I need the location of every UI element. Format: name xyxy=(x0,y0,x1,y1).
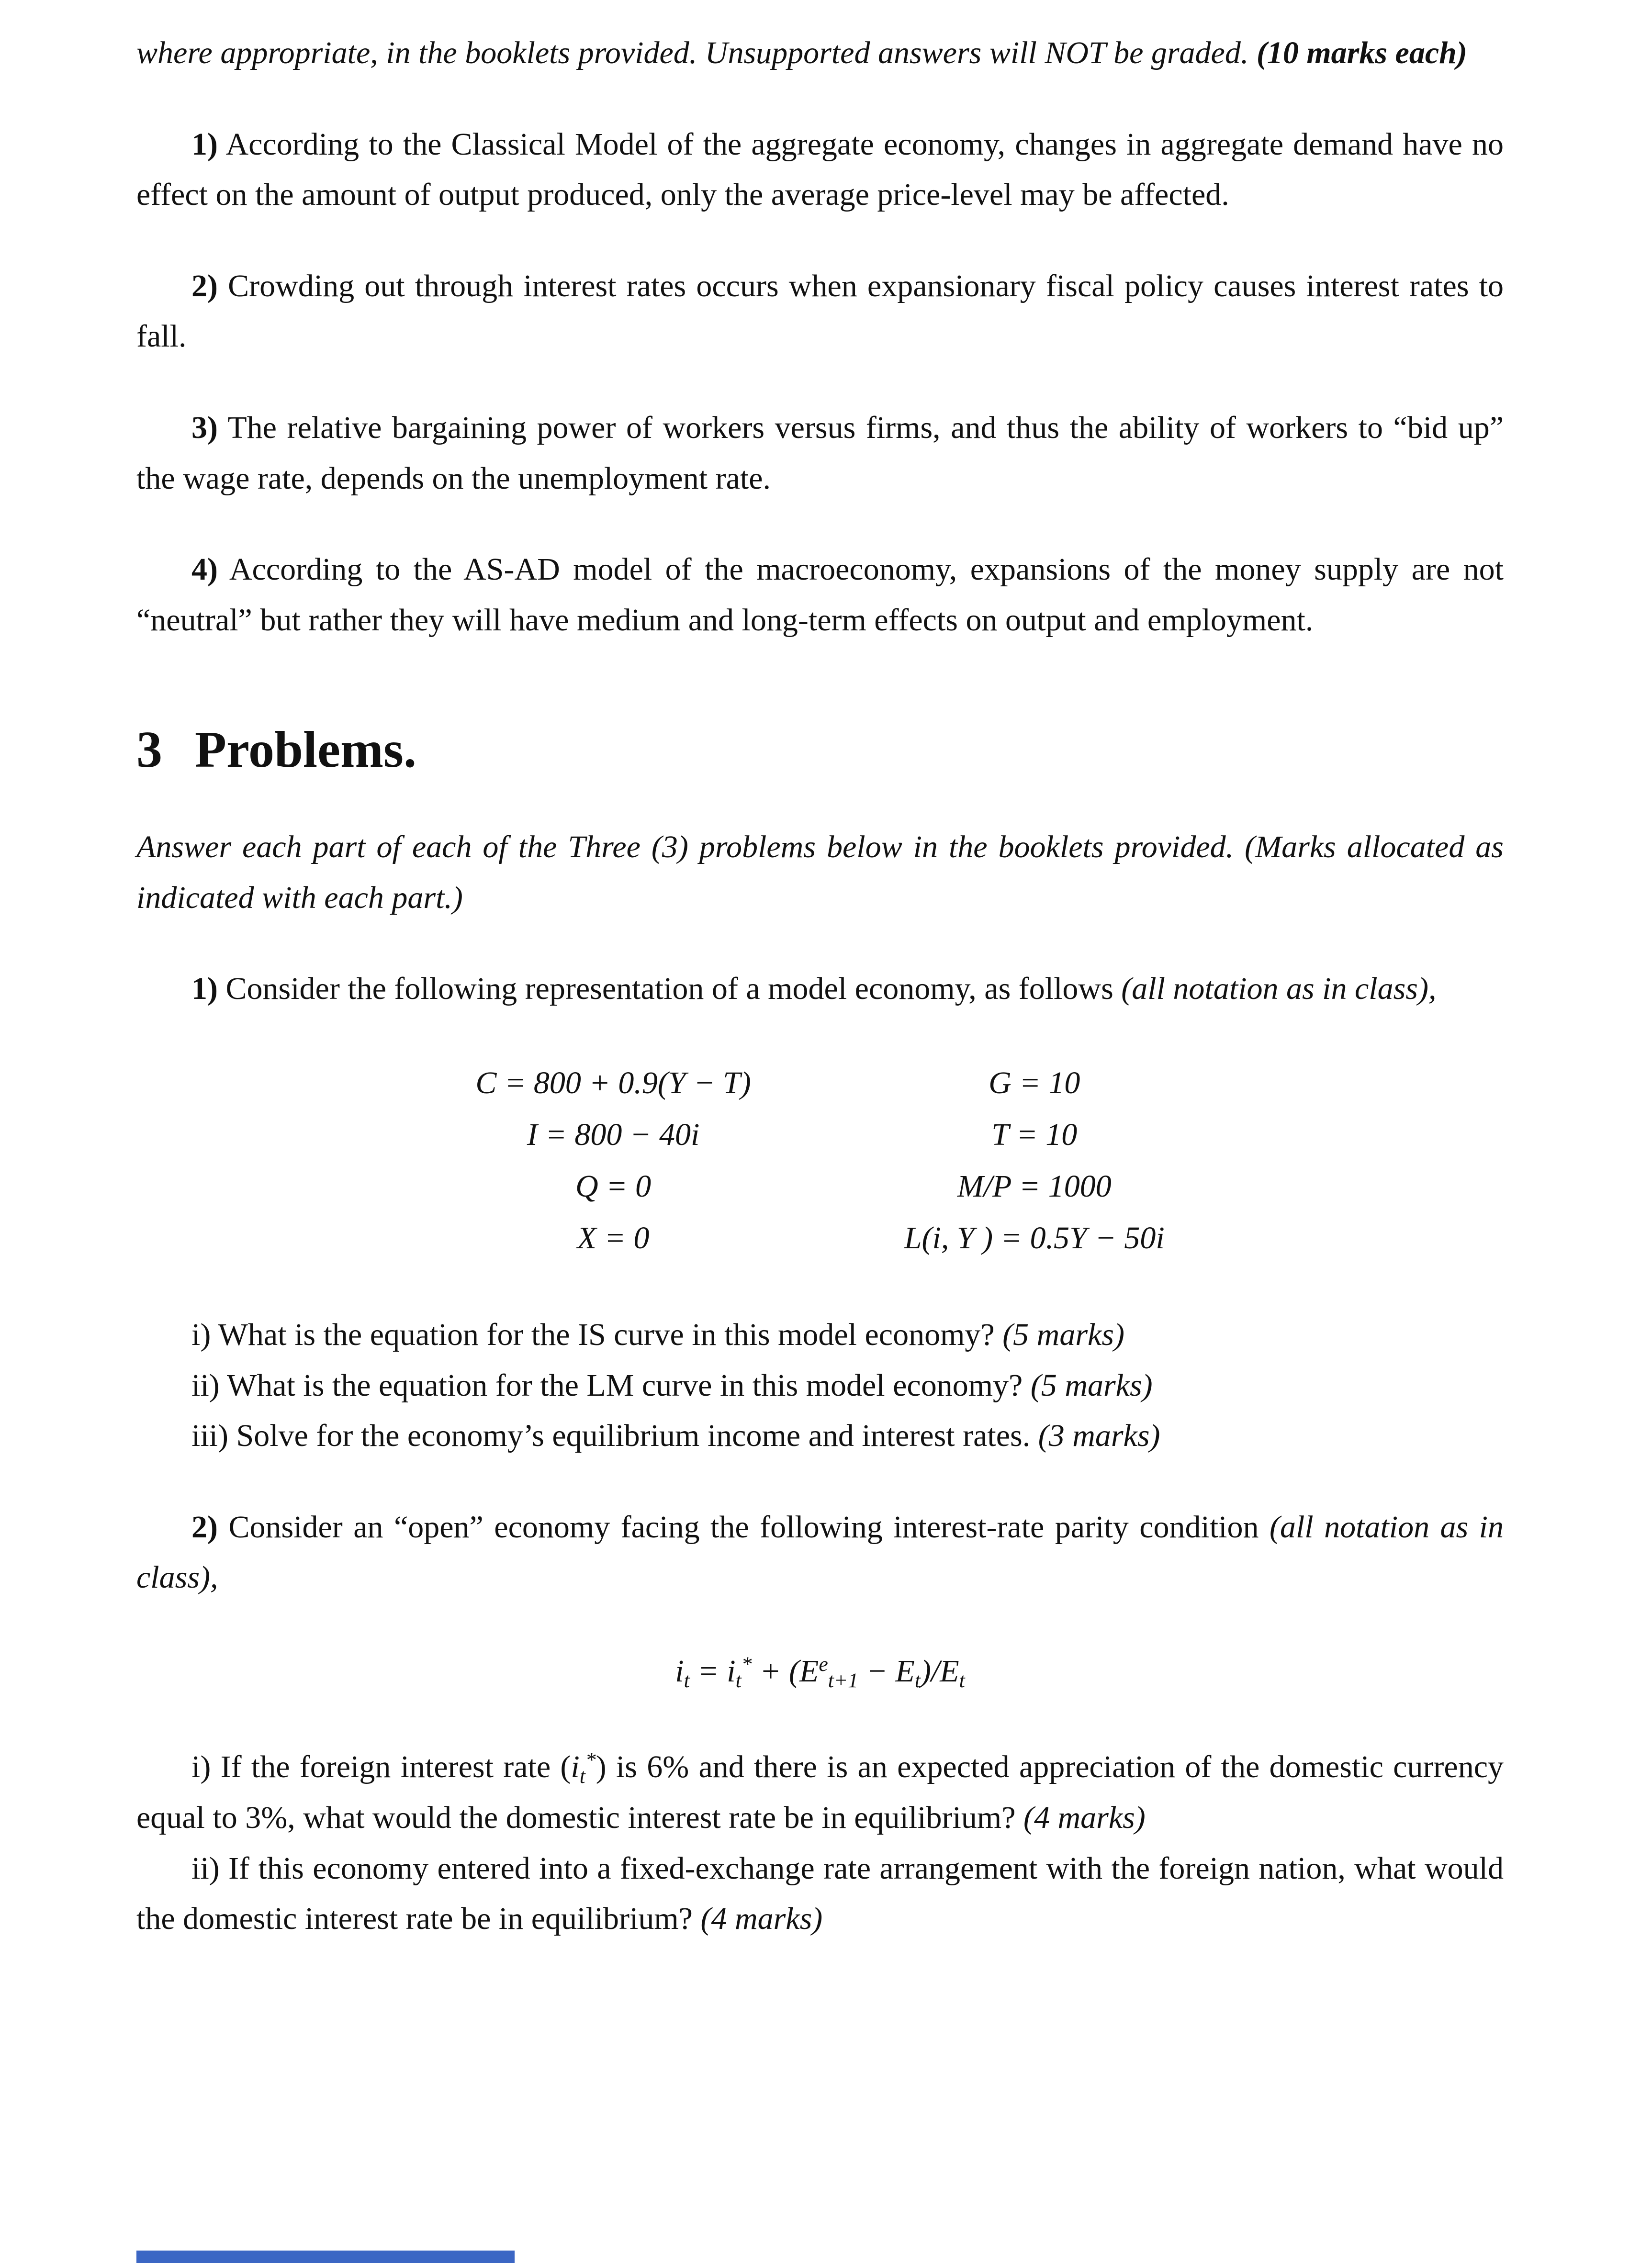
tf-item-3-number: 3) xyxy=(191,410,218,445)
problem-1-subquestion-i xyxy=(136,1310,1504,1360)
problem-1-lead: Consider the following representation of a model economy, as follows xyxy=(225,971,1113,1007)
subq-ii-text: What is the equation for the LM curve in this model economy? xyxy=(226,1367,1023,1403)
equation-x: X = 0 xyxy=(577,1220,650,1255)
subq-i-marks: (5 marks) xyxy=(1002,1317,1124,1352)
subq-iii-label: iii) xyxy=(191,1418,228,1454)
subq-i-text: What is the equation for the IS curve in this model economy? xyxy=(218,1317,995,1352)
equation-column-left xyxy=(475,1057,751,1264)
tf-item-4-text: According to the AS-AD model of the macroeconomy, expansions of the money supply are not “neutral” but rather they will have medium and long-term effects on output and employment. xyxy=(136,552,1504,638)
tf-item-4-number: 4) xyxy=(191,552,218,587)
model-equation-block xyxy=(136,1057,1504,1264)
subq-iii-text: Solve for the economy’s equilibrium income and interest rates. xyxy=(236,1418,1031,1454)
continuation-text: where appropriate, in the booklets provided. Unsupported answers will NOT be graded. xyxy=(136,35,1249,70)
p2-subq-i-post: ) is 6% and there is an expected appreciation of the domestic currency equal to 3%, what would the domestic interest rate be in equilibrium? xyxy=(136,1749,1504,1836)
problem-1-subquestion-iii xyxy=(136,1411,1504,1461)
parity-expected-exchange: E xyxy=(799,1653,819,1689)
parity-current-exchange: E xyxy=(895,1653,915,1689)
p2-subq-ii-text: If this economy entered into a fixed-exchange rate arrangement with the foreign nation, what would the domestic interest rate be in equilibrium? xyxy=(136,1850,1504,1937)
parity-i-domestic: i xyxy=(675,1653,684,1689)
parity-i-foreign: i xyxy=(727,1653,736,1689)
problem-1-lead-italic: (all notation as in class), xyxy=(1121,971,1437,1007)
equation-government: G = 10 xyxy=(989,1065,1080,1100)
partial-blue-bar xyxy=(136,2251,515,2263)
problem-2-lead: Consider an “open” economy facing the following interest-rate parity condition xyxy=(228,1509,1259,1545)
tf-item-2-number: 2) xyxy=(191,268,218,303)
section-title: Problems. xyxy=(195,721,416,779)
p2-subq-i-pre: If the foreign interest rate ( xyxy=(220,1749,571,1785)
section-heading xyxy=(136,722,1504,779)
problem-2-subquestion-i xyxy=(136,1742,1504,1843)
p2-subq-i-marks: (4 marks) xyxy=(1023,1800,1146,1836)
equation-taxes: T = 10 xyxy=(991,1117,1078,1152)
problem-1-number: 1) xyxy=(191,971,218,1007)
marks-each-note: (10 marks each) xyxy=(1256,35,1467,70)
subq-ii-marks: (5 marks) xyxy=(1030,1367,1153,1403)
problem-1-statement xyxy=(136,963,1504,1014)
continuation-paragraph xyxy=(136,28,1504,78)
equation-consumption: C = 800 + 0.9(Y − T) xyxy=(475,1065,751,1100)
tf-item-1-text: According to the Classical Model of the aggregate economy, changes in aggregate demand have no effect on the amount of output produced, only the average price-level may be affected. xyxy=(136,126,1504,213)
equation-real-money: M/P = 1000 xyxy=(957,1168,1112,1204)
subq-i-label: i) xyxy=(191,1317,211,1352)
subq-ii-label: ii) xyxy=(191,1367,220,1403)
section-number: 3 xyxy=(136,721,162,779)
equation-q: Q = 0 xyxy=(575,1168,652,1204)
equation-column-right xyxy=(904,1057,1165,1264)
problem-1-subquestion-ii xyxy=(136,1360,1504,1411)
tf-item-1 xyxy=(136,119,1504,220)
equation-money-demand: L(i, Y ) = 0.5Y − 50i xyxy=(904,1220,1165,1255)
parity-equation: $i_t = i_t^* + (E^e_{t+1} - E_t)/E_t$ xyxy=(675,1653,965,1692)
tf-item-2 xyxy=(136,261,1504,362)
foreign-rate-symbol: $i_t^*$ xyxy=(571,1748,596,1788)
subq-iii-marks: (3 marks) xyxy=(1038,1418,1160,1454)
p2-subq-ii-marks: (4 marks) xyxy=(700,1901,823,1937)
equation-investment: I = 800 − 40i xyxy=(527,1117,700,1152)
problems-instructions: Answer each part of each of the Three (3) problems below in the booklets provided. (Marks allocated as indicated with each part.) xyxy=(136,829,1504,915)
tf-item-2-text: Crowding out through interest rates occurs when expansionary fiscal policy causes interest rates to fall. xyxy=(136,268,1504,354)
tf-item-4 xyxy=(136,544,1504,645)
p2-subq-i-label: i) xyxy=(191,1749,211,1785)
tf-item-3-text: The relative bargaining power of workers versus firms, and thus the ability of workers to “bid up” the wage rate, depends on the unemployment rate. xyxy=(136,410,1504,496)
problem-2-lead-italic: (all notation as in class), xyxy=(136,1509,1504,1595)
tf-item-3 xyxy=(136,403,1504,504)
p2-subq-ii-label: ii) xyxy=(191,1850,220,1886)
tf-item-1-number: 1) xyxy=(191,126,218,162)
problem-2-subquestion-ii xyxy=(136,1843,1504,1944)
problem-2-number: 2) xyxy=(191,1509,218,1545)
problem-2-statement xyxy=(136,1502,1504,1603)
